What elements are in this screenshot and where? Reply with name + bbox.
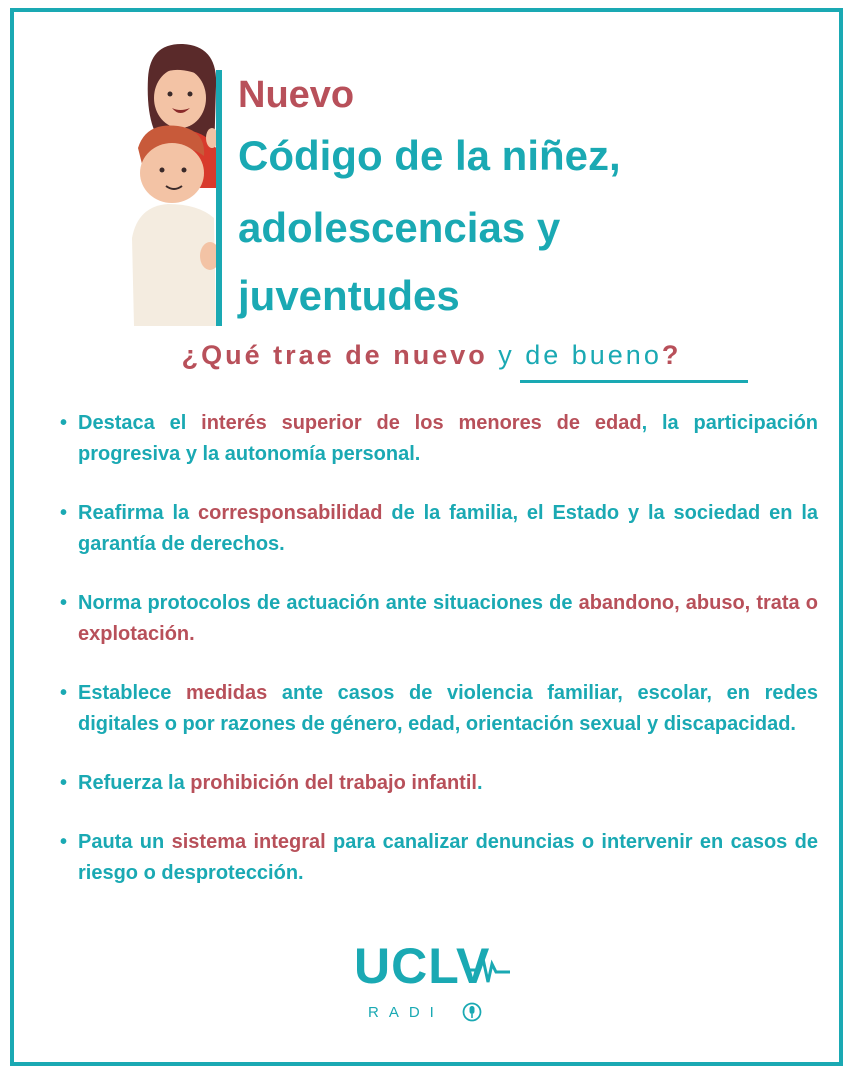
bullet-text: Establece xyxy=(78,682,187,704)
bullet-text: , la participación progresiva y la autonomía personal. xyxy=(78,412,819,465)
subtitle xyxy=(0,340,863,371)
bullet-item xyxy=(60,498,818,560)
title-divider xyxy=(216,70,222,326)
bullet-item xyxy=(60,678,818,740)
bullet-text: . xyxy=(476,772,483,794)
bullet-text: ante casos de violencia familiar, escolar, en redes digitales o por razones de género, edad, orientación sexual y discapacidad. xyxy=(78,682,818,735)
bullet-item xyxy=(60,827,818,889)
children-illustration xyxy=(128,38,228,330)
bullet-text: Destaca el xyxy=(78,412,202,434)
bullet-text: Pauta un xyxy=(78,831,172,853)
logo-radio: RADI xyxy=(368,1004,444,1021)
uclv-radio-logo xyxy=(350,932,520,1032)
subtitle-part1: ¿Qué trae de nuevo xyxy=(181,340,499,370)
bullet-text: de la familia, el Estado y la sociedad en la garantía de derechos. xyxy=(78,502,818,555)
bullet-highlight: interés superior de los menores de edad xyxy=(201,412,642,434)
bullet-item xyxy=(60,588,818,650)
bullet-highlight: abandono, abuso, trata o explotación. xyxy=(78,592,818,645)
subtitle-part2: y de bueno xyxy=(498,340,662,370)
title-line-2: adolescencias y xyxy=(238,204,561,251)
bullet-item xyxy=(60,768,818,799)
title-nuevo: Nuevo xyxy=(238,74,355,116)
bullet-highlight: corresponsabilidad xyxy=(198,502,383,524)
subtitle-underline xyxy=(520,380,748,383)
bullet-highlight: sistema integral xyxy=(171,831,326,853)
bullet-text: Norma protocolos de actuación ante situaciones de xyxy=(78,592,579,614)
bullet-text: para canalizar denuncias o intervenir en casos de riesgo o desprotección. xyxy=(78,831,818,884)
subtitle-part3: ? xyxy=(661,340,682,370)
bullet-highlight: prohibición del trabajo infantil xyxy=(190,772,477,794)
title-line-3: juventudes xyxy=(238,272,460,319)
title-line-1: Código de la niñez, xyxy=(238,132,621,179)
heartbeat-icon xyxy=(470,946,510,986)
logo-letters: UCLV xyxy=(354,938,491,994)
microphone-icon xyxy=(462,1002,482,1022)
bullet-text: Reafirma la xyxy=(78,502,199,524)
bullet-list xyxy=(60,408,818,917)
bullet-item xyxy=(60,408,818,470)
bullet-highlight: medidas xyxy=(186,682,268,704)
bullet-text: Refuerza la xyxy=(78,772,191,794)
